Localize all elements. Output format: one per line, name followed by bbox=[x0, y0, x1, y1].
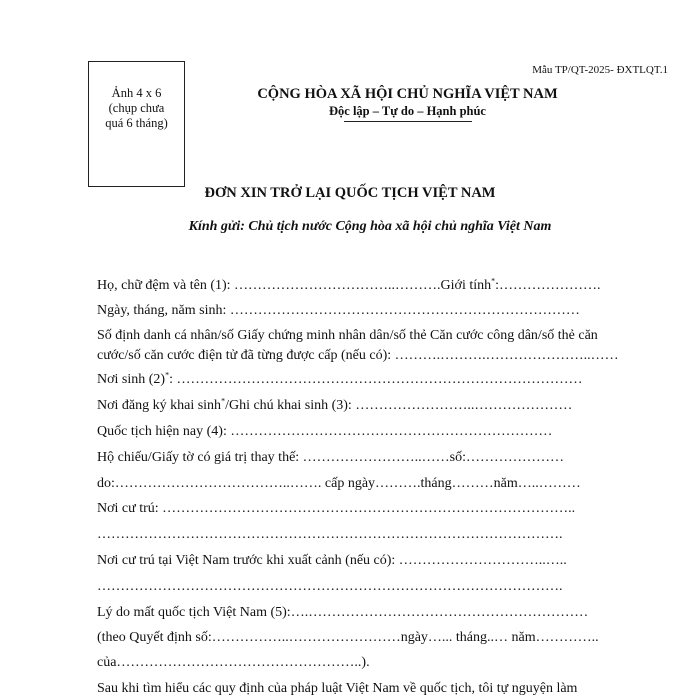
photo-note-line2: quá 6 tháng) bbox=[105, 116, 168, 130]
id-number-line-2: cước/số căn cước điện tử đã từng được cấp (nếu có): ……….……….…………………..…… bbox=[97, 348, 619, 363]
vn-residence-line-2: ………………………………………………………………………………………. bbox=[97, 579, 563, 594]
form-code: Mẫu TP/QT-2025- ĐXTLQT.1 bbox=[532, 64, 668, 76]
photo-size-label: Ảnh 4 x 6 bbox=[111, 86, 162, 100]
passport-line: Hộ chiếu/Giấy tờ có giá trị thay thế: ……………………..……số:………………… bbox=[97, 450, 565, 465]
birth-place-dots: : …………………………………………………………………………… bbox=[169, 372, 583, 387]
id-number-line-1: Số định danh cá nhân/số Giấy chứng minh nhân dân/số thẻ Căn cước công dân/số thẻ căn bbox=[97, 328, 598, 343]
vn-residence-line-1: Nơi cư trú tại Việt Nam trước khi xuất cảnh (nếu có): …………………………..….. bbox=[97, 553, 567, 568]
name-field-label: Họ, chữ đệm và tên (1): ……………………………..……….Giới tính bbox=[97, 278, 492, 293]
residence-line-2: ………………………………………………………………………………………. bbox=[97, 527, 563, 542]
gender-field-dots: :…………………. bbox=[495, 278, 601, 293]
motto: Độc lập – Tự do – Hạnh phúc bbox=[329, 104, 486, 118]
motto-underline bbox=[344, 121, 472, 122]
birth-place-label: Nơi sinh (2) bbox=[97, 372, 166, 387]
nation-heading: CỘNG HÒA XÃ HỘI CHỦ NGHĨA VIỆT NAM bbox=[257, 86, 558, 102]
commitment-line: Sau khi tìm hiểu các quy định của pháp luật Việt Nam về quốc tịch, tôi tự nguyện làm bbox=[97, 681, 578, 696]
loss-reason-line: Lý do mất quốc tịch Việt Nam (5):….…………………………………………………… bbox=[97, 605, 589, 620]
decision-line: (theo Quyết định số:……………..……………………ngày…... tháng..… năm………….. bbox=[97, 630, 599, 645]
birth-place-line bbox=[97, 372, 582, 388]
required-mark: * bbox=[165, 370, 170, 380]
residence-line-1: Nơi cư trú: …………………………………………………………………………….. bbox=[97, 501, 576, 516]
document-title: ĐƠN XIN TRỞ LẠI QUỐC TỊCH VIỆT NAM bbox=[204, 185, 496, 201]
photo-note-line1: (chụp chưa bbox=[108, 101, 165, 115]
birth-registration-label: Nơi đăng ký khai sinh bbox=[97, 398, 222, 413]
decision-authority-line: của……………………………………………..). bbox=[97, 655, 370, 670]
passport-issued-line: do:………………………………..……. cấp ngày……….tháng………năm…..……… bbox=[97, 476, 581, 491]
photo-placeholder-box bbox=[88, 61, 185, 187]
birth-registration-dots: /Ghi chú khai sinh (3): ……………………..………………… bbox=[225, 398, 573, 413]
required-mark: * bbox=[221, 396, 226, 406]
birth-registration-line bbox=[97, 398, 572, 414]
birth-date-line: Ngày, tháng, năm sinh: ………………………………………………………………… bbox=[97, 303, 580, 318]
name-gender-line bbox=[97, 278, 601, 294]
required-mark: * bbox=[491, 276, 496, 286]
recipient-line: Kính gửi: Chủ tịch nước Cộng hòa xã hội chủ nghĩa Việt Nam bbox=[188, 219, 552, 234]
current-nationality-line: Quốc tịch hiện nay (4): …………………………………………………………… bbox=[97, 424, 553, 439]
